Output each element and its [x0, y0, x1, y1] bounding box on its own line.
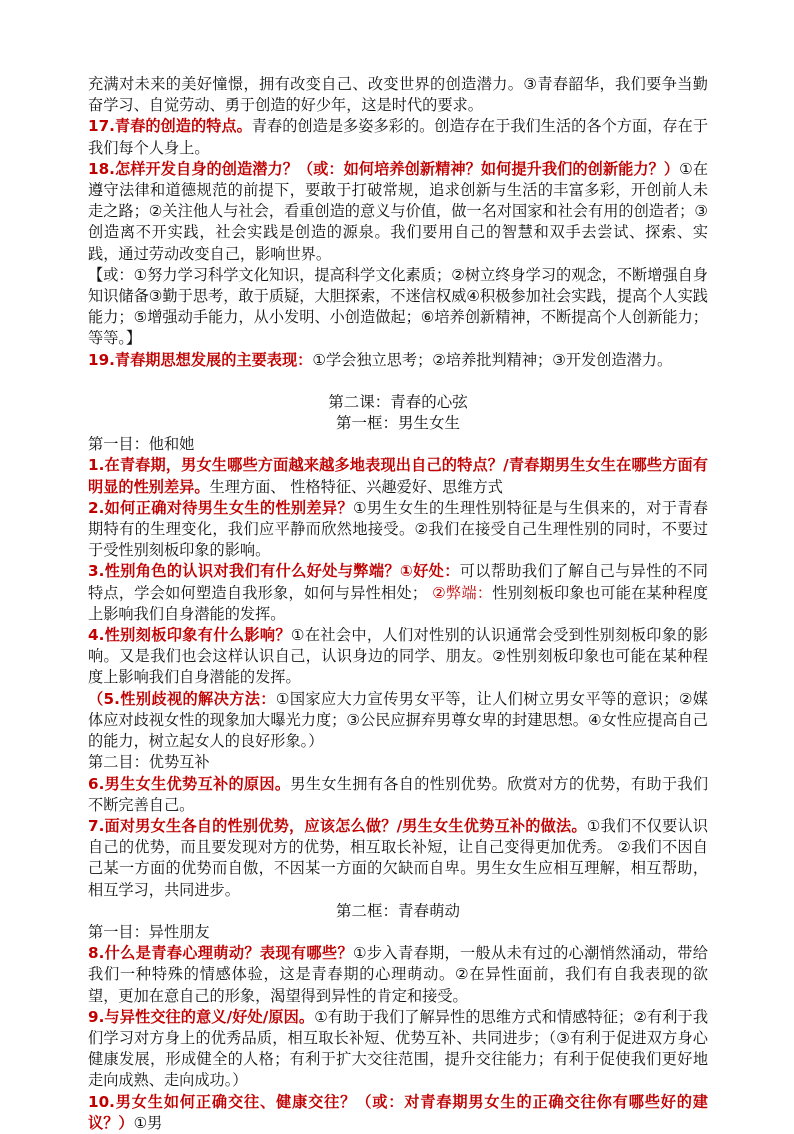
body-text: ①男生女生的生理性别特征是与生俱来的，对于青春期特有的生理变化，我们应平静而欣然地接受。②我们在接受自己生理性别的同时，不要过于受性别刻板印象的影响。: [88, 498, 708, 560]
question-text: 2.如何正确对待男生女生的性别差异？: [88, 498, 353, 517]
body-text: ①男: [133, 1113, 163, 1132]
paragraph: [88, 350, 708, 371]
section-heading: [88, 752, 708, 773]
question-text: 10.男女生如何正确交往、健康交往？（或：对青春期男女生的正确交往你有哪些好的建议？）: [88, 1092, 708, 1132]
paragraph: [88, 1092, 708, 1134]
question-text: 17.青春的创造的特点。: [88, 117, 252, 136]
section-gap: [88, 371, 708, 392]
paragraph: [88, 265, 708, 350]
question-text: 4.性别刻板印象有什么影响？: [88, 626, 291, 645]
question-text: 6.男生女生优势互补的原因。: [88, 774, 291, 793]
body-text: ①在遵守法律和道德规范的前提下，要敢于打破常规，追求创新与生活的丰富多彩，开创前人未走之路；②关注他人与社会，看重创造的意义与价值，做一名对国家和社会有用的创造者；③创造离不开实践，社会实践是创造的源泉。我们要用自己的智慧和双手去尝试、探索、实践，通过劳动改变自己，影响世界。: [88, 159, 709, 263]
section-heading: [88, 901, 708, 922]
paragraph: [88, 774, 708, 816]
body-text: ①我们不仅要认识自己的优势，而且要发现对方的优势，相互取长补短，让自己变得更加优秀。 ②我们不因自己某一方面的优势而自傲，不因某一方面的欠缺而自卑。男生女生应相互理解，相互帮助，相互学习，共同进步。: [88, 816, 708, 899]
paragraph: [88, 498, 708, 562]
body-text: 第一目：异性朋友: [88, 922, 210, 941]
body-text: 生理方面、 性格特征、兴趣爱好、思维方式: [209, 477, 503, 496]
body-text: 性别刻板印象也可能在某种程度上影响我们自身潜能的发挥。: [88, 583, 709, 623]
body-text: ①国家应大力宣传男女平等，让人们树立男女平等的意识；②媒体应对歧视女性的现象加大曝光力度；③公民应摒弃男尊女卑的封建思想。④女性应提高自己的能力，树立起女人的良好形象。）: [88, 689, 708, 751]
paragraph: [88, 561, 708, 625]
body-text: ①有助于我们了解异性的思维方式和情感特征；②有利于我们学习对方身上的优秀品质，相互取长补短、优势互补、共同进步；（③有利于促进双方身心健康发展，形成健全的人格；有利于扩大交往范围，提升交往能力；有利于促使我们更好地走向成熟、走向成功。）: [88, 1007, 709, 1090]
body-text: ①在社会中，人们对性别的认识通常会受到性别刻板印象的影响。又是我们也会这样认识自己，认识身边的同学、朋友。②性别刻板印象也可能在某种程度上影响我们自身潜能的发挥。: [88, 626, 708, 687]
body-text: 可以帮助我们了解自己与异性的不同特点，学会如何塑造自我形象，如何与异性相处；: [88, 562, 708, 602]
section-heading: [88, 413, 708, 434]
document-page: [88, 74, 708, 1134]
question-text: 18.怎样开发自身的创造潜力？（或：如何培养创新精神？如何提升我们的创新能力？）: [88, 159, 680, 178]
section-heading: [88, 392, 708, 413]
highlight-text: ②弊端：: [432, 583, 493, 602]
body-text: 男生女生拥有各自的性别优势。欣赏对方的优势，有助于我们不断完善自己。: [88, 774, 709, 814]
paragraph: [88, 1007, 708, 1092]
paragraph: [88, 943, 708, 1007]
paragraph: [88, 625, 708, 689]
body-text: ①学会独立思考；②培养批判精神；③开发创造潜力。: [312, 350, 673, 369]
paragraph: [88, 816, 708, 901]
body-text: 第二课：青春的心弦: [328, 392, 468, 411]
body-text: 第一目：他和她: [88, 435, 195, 454]
body-text: 充满对未来的美好憧憬，拥有改变自己、改变世界的创造潜力。③青春韶华，我们要争当勤奋学习、自觉劳动、勇于创造的好少年，这是时代的要求。: [88, 75, 708, 115]
body-text: 第二目：优势互补: [88, 753, 210, 772]
body-text: 第二框：青春萌动: [335, 901, 460, 920]
body-text: 青春的创造是多姿多彩的。创造存在于我们生活的各个方面，存在于我们每个人身上。: [88, 117, 709, 157]
section-heading: [88, 434, 708, 455]
paragraph: [88, 74, 708, 116]
paragraph: [88, 455, 708, 497]
paragraph: [88, 116, 708, 158]
body-text: 第一框：男生女生: [335, 414, 460, 433]
body-text: 【或：①努力学习科学文化知识，提高科学文化素质；②树立终身学习的观念，不断增强自身知识储备③勤于思考，敢于质疑，大胆探索，不迷信权威④积极参加社会实践，提高个人实践能力；⑤增强动手能力，从小发明、小创造做起；⑥培养创新精神，不断提高个人创新能力；等等。】: [88, 265, 708, 348]
question-text: （5.性别歧视的解决方法：: [88, 689, 276, 708]
question-text: 3.性别角色的认识对我们有什么好处与弊端？①好处：: [88, 562, 460, 581]
body-text: ①步入青春期，一般从未有过的心潮悄然涌动，带给我们一种特殊的情感体验，这是青春期的心理萌动。②在异性面前，我们有自我表现的欲望，更加在意自己的形象，渴望得到异性的肯定和接受。: [88, 944, 708, 1005]
question-text: 9.与异性交往的意义/好处/原因。: [88, 1007, 315, 1026]
paragraph: [88, 159, 708, 265]
section-heading: [88, 922, 708, 943]
question-text: 7.面对男女生各自的性别优势，应该怎么做？/男生女生优势互补的做法。: [88, 816, 587, 835]
question-text: 1.在青春期，男女生哪些方面越来越多地表现出自己的特点？/青春期男生女生在哪些方面有明显的性别差异。: [88, 456, 708, 496]
question-text: 8.什么是青春心理萌动？表现有哪些？: [88, 944, 353, 963]
question-text: 19.青春期思想发展的主要表现：: [88, 350, 313, 369]
paragraph: [88, 689, 708, 753]
